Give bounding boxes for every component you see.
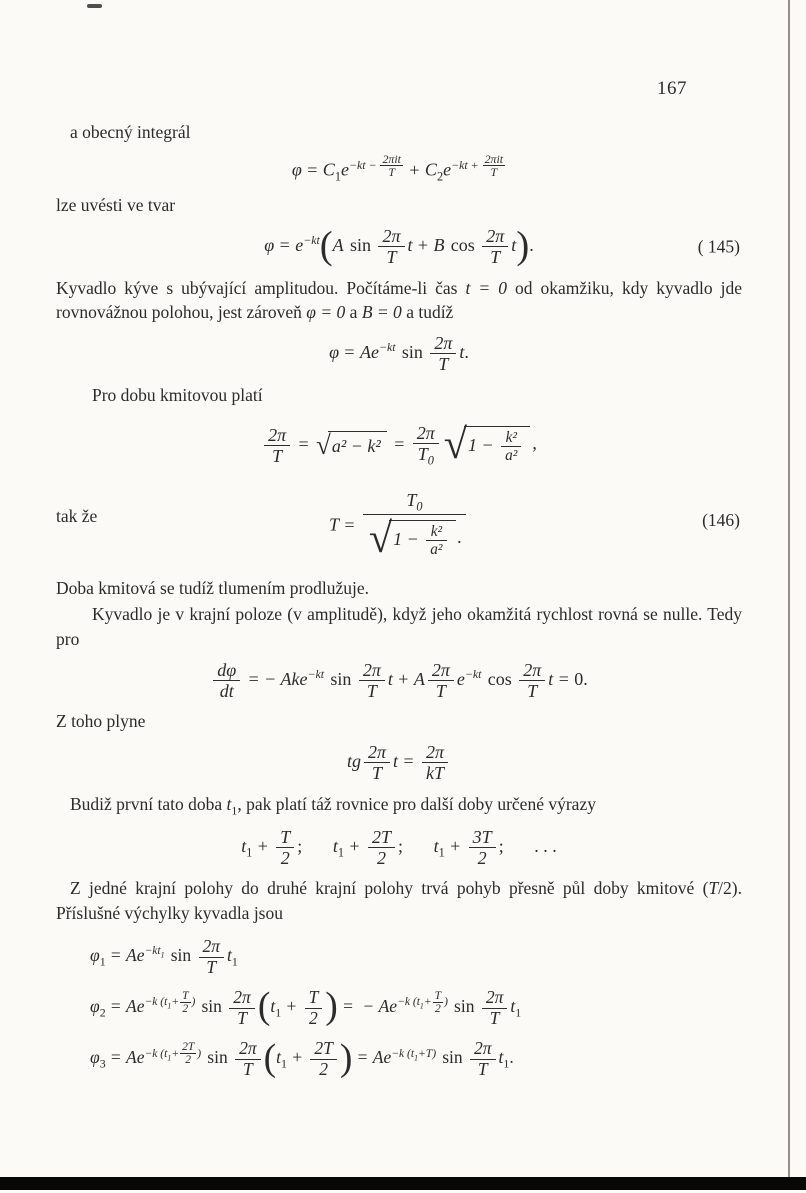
fraction-denominator: T (430, 353, 456, 374)
sin-operator: sin (454, 996, 475, 1017)
equation-tangent (56, 742, 742, 783)
paragraph-budiz (56, 792, 742, 819)
fraction (264, 425, 290, 466)
equation-146-row (56, 484, 742, 570)
subscript: 1 (334, 169, 341, 184)
fraction-denominator: T (482, 246, 508, 267)
subscript: 3 (99, 1056, 106, 1071)
fraction-numerator: T (182, 990, 189, 1003)
fraction-denominator: T (359, 680, 385, 701)
fraction-numerator: 2π (416, 422, 435, 443)
fraction-denominator: a² (426, 540, 446, 558)
left-parenthesis: ( (263, 1036, 277, 1079)
equation-146 (329, 490, 469, 563)
subscript: 1 (167, 1052, 172, 1062)
math-symbol: t (387, 668, 393, 689)
math-symbol: −k (t (391, 1047, 415, 1060)
fraction-denominator: T (378, 246, 404, 267)
text-run: , pak platí táž rovnice pro další doby určené výrazy (237, 793, 596, 814)
ellipsis: . . . (534, 835, 557, 856)
fraction-numerator: 2π (233, 987, 251, 1008)
fraction-numerator: k² (430, 522, 443, 540)
sin-operator: sin (201, 996, 222, 1017)
math-symbol: φ (90, 996, 100, 1017)
math-symbol: T (425, 1047, 433, 1060)
math-symbol: = (394, 433, 405, 454)
math-symbol: t (510, 996, 516, 1017)
math-symbol: T (406, 490, 417, 511)
math-symbol: + (417, 235, 429, 256)
fraction-denominator: a² (501, 446, 521, 464)
radicand (464, 426, 530, 465)
equation-derivative (56, 660, 742, 701)
text-run: od okamžiku, kdy kyvadlo jde rovnovážnou polohou, jest zároveň (56, 277, 742, 323)
fraction (519, 660, 545, 701)
fraction-numerator: T (280, 826, 291, 847)
fraction-denominator: 2 (180, 1053, 196, 1066)
fraction-numerator: 2π (202, 935, 221, 956)
math-symbol: = (403, 751, 414, 771)
sin-operator: sin (330, 668, 352, 689)
fraction (364, 742, 390, 783)
fraction (199, 937, 225, 977)
page-content (56, 118, 742, 1091)
fraction-denominator: T (483, 165, 506, 178)
fraction-numerator: 3T (472, 826, 492, 847)
fraction (378, 226, 404, 267)
fraction (180, 1041, 196, 1066)
math-symbol: = (343, 996, 353, 1017)
math-symbol: φ (329, 342, 340, 363)
math-symbol: e (443, 159, 452, 180)
square-root (369, 515, 456, 562)
subscript: 1 (167, 1001, 172, 1011)
math-symbol: A (413, 668, 425, 689)
inline-math: B = 0 (361, 302, 402, 323)
fraction (469, 827, 496, 868)
text-run: tak že (56, 505, 98, 526)
subscript: 0 (427, 453, 434, 468)
fraction-denominator: 2 (469, 847, 496, 868)
math-symbol: ) (444, 996, 448, 1009)
fraction-numerator: 2πit (484, 151, 504, 166)
fraction (363, 490, 466, 563)
cos-operator: cos (487, 668, 512, 689)
subscript: 1 (160, 950, 165, 960)
subscript: 1 (99, 954, 106, 969)
fraction-denominator: T (229, 1008, 255, 1029)
exponent (391, 1048, 436, 1060)
fraction-denominator: 2 (433, 1002, 443, 1015)
math-symbol: . (529, 235, 534, 256)
math-symbol: t (332, 835, 338, 856)
fraction-numerator: 2πit (382, 151, 401, 166)
equation-145 (56, 226, 742, 267)
math-symbol: + (171, 996, 180, 1009)
math-symbol: ; (297, 835, 303, 856)
math-symbol: = (558, 668, 569, 689)
radicand: a² − k² (328, 431, 387, 461)
math-symbol: C (424, 159, 437, 180)
right-parenthesis: ) (325, 985, 338, 1028)
fraction (229, 988, 255, 1028)
math-symbol: = (344, 514, 355, 535)
math-symbol: e (136, 945, 145, 966)
paragraph-z-toho (56, 709, 742, 734)
math-symbol: t (227, 945, 232, 966)
math-symbol: C (322, 159, 335, 180)
subscript: 1 (414, 1052, 418, 1062)
exponent: −kt (464, 666, 482, 681)
subscript: 1 (337, 845, 345, 860)
math-symbol: ; (498, 835, 504, 856)
fraction-numerator: T (434, 990, 442, 1003)
math-symbol: t (270, 996, 276, 1017)
fraction (482, 988, 508, 1028)
fraction-denominator: 2 (368, 847, 395, 868)
math-symbol: −k (t (144, 1047, 168, 1060)
fraction (428, 660, 454, 701)
inline-math: t = 0 (465, 277, 507, 298)
page-edge-shadow (788, 0, 790, 1177)
math-symbol: t (433, 835, 439, 856)
fraction (359, 660, 385, 701)
math-symbol: e (456, 668, 465, 689)
math-symbol: = (279, 235, 290, 256)
equation-period-relation (56, 415, 742, 475)
math-symbol: t (459, 342, 465, 363)
math-symbol: φ (291, 159, 302, 180)
math-symbol: t (241, 835, 247, 856)
math-symbol: A (126, 996, 137, 1017)
subscript: 1 (515, 1005, 522, 1020)
subscript: 1 (246, 845, 253, 860)
fraction-numerator: 2T (314, 1038, 333, 1059)
math-symbol: + (398, 668, 409, 689)
fraction (310, 1039, 336, 1079)
fraction-denominator: kT (422, 762, 448, 783)
fraction-denominator (413, 443, 439, 468)
exponent (348, 151, 404, 180)
math-symbol: t (393, 751, 399, 771)
exponent: −kt (303, 233, 320, 248)
math-symbol: T (328, 514, 339, 535)
fraction-numerator: k² (505, 428, 517, 446)
text-run: Pro dobu kmitovou platí (92, 384, 263, 405)
fraction-numerator: 2π (425, 742, 445, 763)
math-symbol: 1 − (468, 434, 499, 455)
math-symbol: + (409, 159, 420, 180)
subscript: 1 (503, 1056, 510, 1071)
math-symbol: φ (90, 945, 100, 966)
math-symbol: e (340, 159, 349, 180)
fraction (213, 660, 240, 701)
text-run: a tudíž (401, 302, 454, 323)
math-symbol: t (276, 1047, 282, 1068)
right-parenthesis: ) (516, 224, 530, 267)
math-symbol: = (248, 668, 259, 689)
fraction-numerator: 2π (474, 1038, 492, 1059)
math-symbol: + (349, 835, 360, 856)
math-symbol: 0 (574, 668, 584, 689)
math-symbol: t (511, 235, 517, 256)
subscript: 1 (281, 1056, 287, 1071)
math-symbol: + (257, 835, 268, 856)
math-symbol: − Ake (264, 668, 308, 689)
fraction-denominator: T (199, 957, 225, 978)
fraction-numerator: 2π (431, 660, 450, 681)
equation-general-integral (56, 153, 742, 186)
fraction-denominator: T (235, 1059, 261, 1080)
text-run: Budiž první tato doba (70, 793, 227, 814)
text-run: /2). Příslušné výchylky kyvadla jsou (56, 878, 742, 924)
inline-math: t (226, 793, 232, 814)
tangent-operator: tg (346, 751, 361, 771)
square-root (444, 415, 531, 475)
math-symbol: A (332, 235, 344, 256)
page-number: 167 (657, 78, 687, 99)
fraction-numerator: 2π (368, 742, 387, 763)
right-parenthesis: ) (339, 1036, 353, 1079)
math-symbol: , (532, 433, 537, 454)
math-symbol: T (417, 443, 428, 464)
fraction (422, 742, 448, 783)
exponent (451, 151, 506, 180)
equation-number: (146) (702, 509, 740, 530)
subscript: 1 (231, 803, 238, 818)
cos-operator: cos (450, 235, 475, 256)
fraction-numerator: dφ (217, 660, 237, 681)
math-symbol: e (136, 996, 145, 1017)
math-symbol: e (295, 235, 304, 256)
fraction (482, 226, 508, 267)
math-symbol: + (418, 1047, 426, 1060)
sin-operator: sin (442, 1047, 463, 1068)
fraction-denominator: T (264, 445, 290, 466)
math-symbol: e (383, 1047, 392, 1068)
math-symbol: A (126, 945, 137, 966)
radical-sign: √ (368, 515, 393, 563)
sin-operator: sin (349, 235, 371, 256)
math-symbol: + (286, 996, 297, 1017)
math-symbol: φ (90, 1047, 100, 1068)
text-run: lze uvésti ve tvar (56, 195, 176, 216)
math-symbol: e (389, 996, 398, 1017)
math-symbol: −k (t (397, 996, 420, 1009)
subscript: 2 (99, 1005, 106, 1020)
fraction-denominator: 2 (305, 1008, 323, 1029)
math-symbol: A (126, 1047, 137, 1068)
fraction-denominator: T (470, 1059, 496, 1080)
fraction-denominator: T (519, 680, 545, 701)
sin-operator: sin (401, 342, 423, 363)
subscript: 1 (438, 845, 445, 860)
subscript: 1 (275, 1005, 282, 1020)
math-symbol: A (378, 996, 390, 1017)
equation-phi1 (56, 937, 742, 977)
equation-number: ( 145) (697, 236, 740, 257)
radical-sign: √ (443, 421, 467, 469)
fraction-numerator: 2π (485, 987, 504, 1008)
math-symbol: = (110, 1047, 121, 1068)
fraction-numerator: 2π (434, 333, 453, 354)
fraction-denominator: dt (213, 680, 240, 701)
scan-artifact (87, 4, 102, 8)
fraction-numerator: 2T (182, 1041, 195, 1054)
fraction-numerator: T (308, 987, 319, 1008)
math-symbol: ) (432, 1047, 437, 1060)
fraction-denominator: T (364, 762, 390, 783)
exponent: −kt (307, 666, 325, 681)
square-root (316, 426, 387, 464)
fraction (433, 990, 443, 1015)
math-symbol: φ (264, 235, 275, 256)
subscript: 1 (419, 1001, 424, 1011)
math-symbol: = (307, 159, 318, 180)
math-symbol: t (407, 235, 413, 256)
equation-damped-solution (56, 333, 742, 374)
scan-edge-bar (0, 1177, 806, 1190)
math-symbol: = (110, 996, 121, 1017)
math-symbol: t (548, 668, 554, 689)
math-symbol: e (370, 342, 379, 363)
math-symbol: . (509, 1047, 514, 1068)
fraction (501, 429, 521, 464)
text-run: Kyvadlo je v krajní poloze (v amplitudě), když jeho okamžitá rychlost rovná se nulle. Tedy pro (56, 604, 742, 650)
math-symbol: A (359, 342, 371, 363)
math-symbol: −k (t (144, 996, 168, 1009)
inline-math: φ = 0 (306, 302, 346, 323)
equation-phi3 (56, 1036, 742, 1079)
paragraph-lze (56, 193, 742, 218)
math-symbol: ) (191, 996, 196, 1009)
paragraph-z-jedne (56, 876, 742, 926)
math-symbol: A (372, 1047, 384, 1068)
math-symbol: ; (397, 835, 403, 856)
text-run: a (345, 302, 362, 323)
fraction-numerator: 2π (362, 660, 381, 681)
math-symbol: ) (197, 1047, 202, 1060)
subscript: 0 (416, 499, 423, 514)
paragraph-kyvadlo-kyve (56, 276, 742, 326)
fraction-numerator: 2π (486, 226, 505, 247)
math-symbol: −kt − (348, 157, 380, 172)
exponent: −kt (378, 340, 396, 355)
fraction (430, 333, 456, 374)
fraction-numerator: 2π (239, 1038, 257, 1059)
fraction-numerator: 2π (268, 424, 287, 445)
fraction (483, 153, 506, 179)
math-symbol: + (450, 835, 461, 856)
fraction-numerator: 2π (523, 660, 542, 681)
left-parenthesis: ( (319, 224, 333, 267)
fraction-denominator: T (380, 165, 403, 178)
fraction-denominator (363, 514, 466, 562)
text-run: Z toho plyne (56, 711, 146, 732)
paragraph-pro-dobu (56, 383, 742, 408)
exponent (144, 990, 196, 1016)
text-run: Doba kmitová se tudíž tlumením prodlužuje. (56, 577, 369, 598)
math-symbol: = (110, 945, 121, 966)
math-symbol: = (298, 433, 309, 454)
fraction-denominator: T (428, 680, 454, 701)
text-run: a obecný integrál (70, 122, 191, 142)
math-symbol: − (363, 996, 374, 1017)
sin-operator: sin (207, 1047, 228, 1068)
fraction-numerator (363, 490, 466, 514)
math-symbol: 1 − (393, 528, 424, 549)
text-run: Z jedné krajní polohy do druhé krajní polohy trvá pohyb přesně půl doby kmitové ( (70, 878, 709, 899)
fraction (305, 988, 323, 1028)
paragraph-intro (56, 120, 742, 145)
math-symbol: B (433, 235, 445, 256)
math-symbol: . (464, 342, 469, 363)
fraction-denominator: 2 (180, 1002, 190, 1015)
left-parenthesis: ( (257, 985, 271, 1028)
fraction (426, 523, 446, 558)
text-run: Kyvadlo kýve s ubývající amplitudou. Počítáme-li čas (56, 277, 466, 298)
radical-sign: √ (316, 430, 331, 461)
fraction-numerator: 2π (382, 226, 401, 247)
fraction (413, 423, 439, 468)
math-symbol: −kt + (451, 157, 482, 172)
paragraph-kyvadlo-krajni (56, 602, 742, 652)
subscript: 2 (436, 169, 444, 184)
radicand (389, 520, 455, 559)
math-symbol: + (423, 996, 432, 1009)
math-symbol: + (292, 1047, 303, 1068)
fraction-numerator: 2T (371, 826, 391, 847)
math-symbol: . (583, 668, 588, 689)
exponent (144, 1041, 202, 1067)
inline-math: T (708, 878, 719, 899)
fraction (380, 153, 403, 179)
paragraph-doba-kmitova (56, 576, 742, 601)
fraction (235, 1039, 261, 1079)
subscript: 1 (231, 954, 238, 969)
equation-time-series (56, 827, 742, 868)
math-symbol: = (357, 1047, 368, 1068)
fraction (368, 827, 395, 868)
fraction-denominator: 2 (276, 847, 294, 868)
fraction-denominator: 2 (310, 1059, 336, 1080)
math-symbol: = (344, 342, 355, 363)
math-symbol: e (136, 1047, 145, 1068)
fraction (276, 827, 294, 868)
fraction (180, 990, 190, 1015)
fraction-denominator: T (482, 1008, 508, 1029)
math-symbol: + (171, 1047, 180, 1060)
equation-phi2 (56, 985, 742, 1028)
math-symbol: −kt (144, 945, 161, 958)
fraction (470, 1039, 496, 1079)
exponent (144, 945, 165, 960)
sin-operator: sin (170, 945, 192, 966)
math-symbol: t (498, 1047, 504, 1068)
math-symbol: . (457, 527, 463, 548)
exponent (397, 990, 448, 1016)
